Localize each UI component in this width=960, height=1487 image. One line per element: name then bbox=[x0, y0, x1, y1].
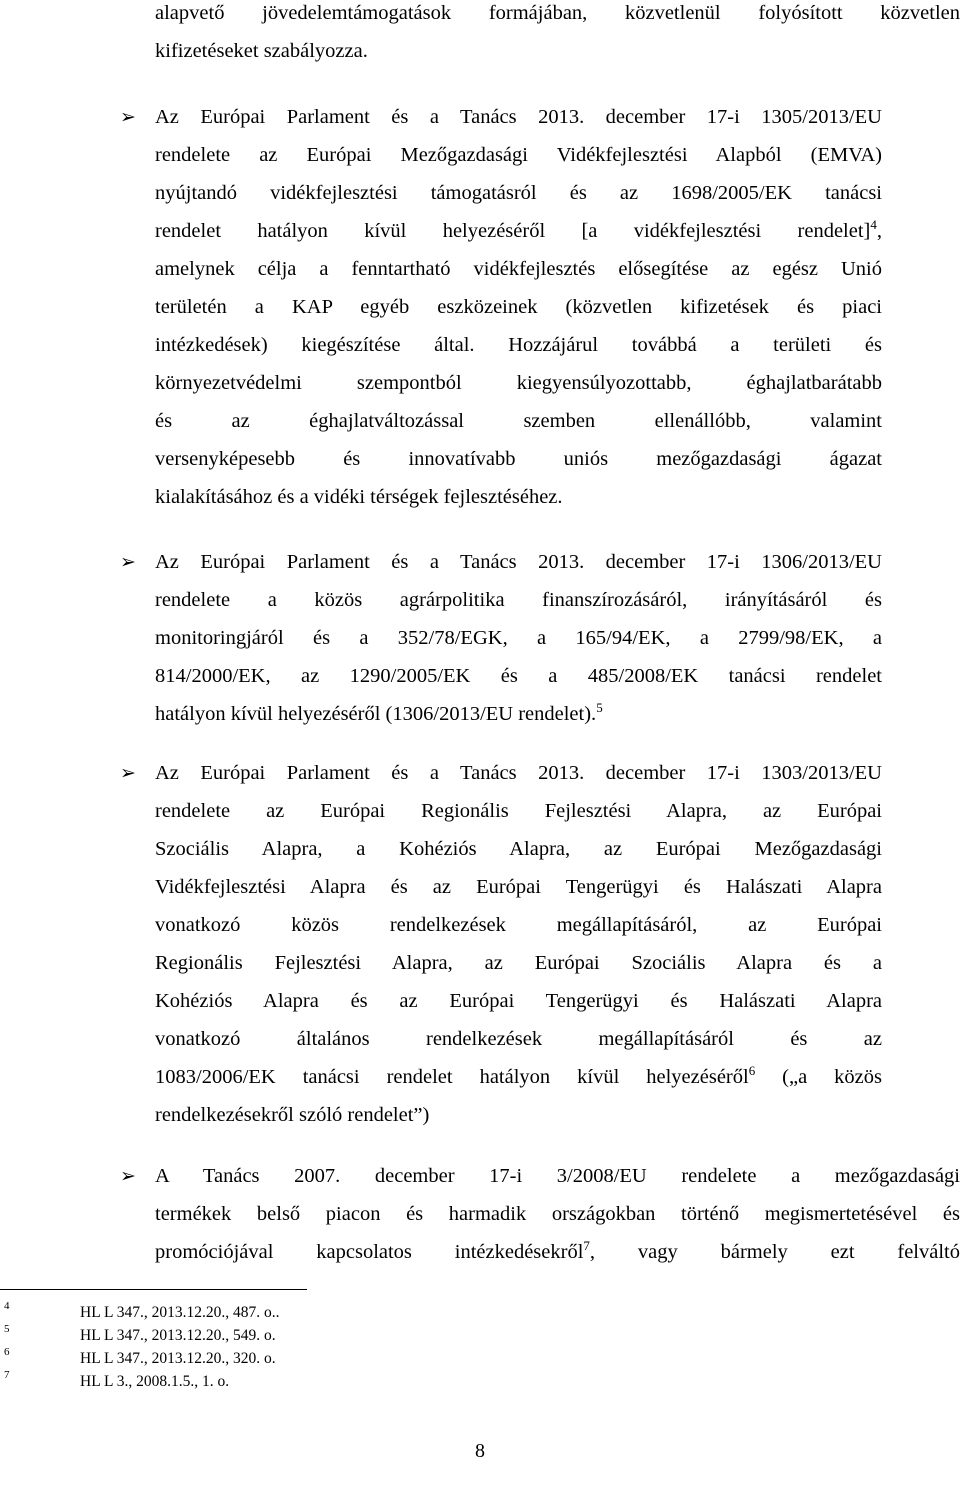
body-text-line: és az éghajlatváltozással szemben ellenállóbb, valamint bbox=[155, 410, 882, 432]
body-text-line: Szociális Alapra, a Kohéziós Alapra, az Európai Mezőgazdasági bbox=[155, 838, 882, 860]
footnote-text: HL L 3., 2008.1.5., 1. o. bbox=[80, 1373, 230, 1390]
body-text-line: Az Európai Parlament és a Tanács 2013. december 17-i 1303/2013/EU bbox=[155, 762, 882, 784]
page-number: 8 bbox=[475, 1440, 485, 1462]
footnote-ref: 7 bbox=[583, 1238, 590, 1254]
body-text-line: Regionális Fejlesztési Alapra, az Európai Szociális Alapra és a bbox=[155, 952, 882, 974]
footnote-number: 6 bbox=[4, 1346, 10, 1358]
body-text-line: versenyképesebb és innovatívabb uniós mezőgazdasági ágazat bbox=[155, 448, 882, 470]
body-text-line: rendelkezésekről szóló rendelet”) bbox=[155, 1104, 430, 1126]
body-text-line: területén a KAP egyéb eszközeinek (közvetlen kifizetések és piaci bbox=[155, 296, 882, 318]
body-text-line: vonatkozó általános rendelkezések megállapításáról és az bbox=[155, 1028, 882, 1050]
footnote-text: HL L 347., 2013.12.20., 487. o.. bbox=[80, 1304, 280, 1321]
footnote-ref: 5 bbox=[596, 700, 603, 716]
footnote-text: HL L 347., 2013.12.20., 549. o. bbox=[80, 1327, 276, 1344]
body-text-line: nyújtandó vidékfejlesztési támogatásról és az 1698/2005/EK tanácsi bbox=[155, 182, 882, 204]
body-text: , bbox=[876, 220, 882, 242]
footnote-separator bbox=[0, 1289, 307, 1290]
body-text-line: alapvető jövedelemtámogatások formájában, közvetlenül folyósított közvetlen bbox=[155, 2, 960, 24]
body-text-line: termékek belső piacon és harmadik országokban történő megismertetésével és bbox=[155, 1203, 960, 1225]
bullet-arrow-icon: ➢ bbox=[120, 1165, 136, 1187]
footnote-ref: 4 bbox=[870, 217, 877, 233]
body-text-line bbox=[155, 1058, 882, 1096]
body-text-line: A Tanács 2007. december 17-i 3/2008/EU rendelete a mezőgazdasági bbox=[155, 1165, 960, 1187]
body-text: rendelet hatályon kívül helyezéséről [a vidékfejlesztési rendelet] bbox=[155, 220, 871, 242]
body-text-line bbox=[155, 1233, 960, 1271]
footnote-number: 7 bbox=[4, 1369, 10, 1381]
body-text: promóciójával kapcsolatos intézkedésekről bbox=[155, 1241, 584, 1263]
body-text-line: Az Európai Parlament és a Tanács 2013. december 17-i 1306/2013/EU bbox=[155, 551, 882, 573]
body-text-line: kialakításához és a vidéki térségek fejlesztéséhez. bbox=[155, 486, 563, 508]
body-text-line: amelynek célja a fenntartható vidékfejlesztés elősegítése az egész Unió bbox=[155, 258, 882, 280]
bullet-arrow-icon: ➢ bbox=[120, 551, 136, 573]
body-text-line: rendelete az Európai Mezőgazdasági Vidékfejlesztési Alapból (EMVA) bbox=[155, 144, 882, 166]
body-text-line: 814/2000/EK, az 1290/2005/EK és a 485/2008/EK tanácsi rendelet bbox=[155, 665, 882, 687]
body-text-line: Az Európai Parlament és a Tanács 2013. december 17-i 1305/2013/EU bbox=[155, 106, 882, 128]
body-text-line: kifizetéseket szabályozza. bbox=[155, 40, 368, 62]
body-text-line bbox=[155, 695, 882, 733]
body-text-line: rendelete a közös agrárpolitika finanszírozásáról, irányításáról és bbox=[155, 589, 882, 611]
footnote-ref: 6 bbox=[748, 1063, 756, 1079]
bullet-arrow-icon: ➢ bbox=[120, 762, 136, 784]
body-text-line: Vidékfejlesztési Alapra és az Európai Tengerügyi és Halászati Alapra bbox=[155, 876, 882, 898]
footnote-number: 4 bbox=[4, 1300, 10, 1312]
body-text-line: környezetvédelmi szempontból kiegyensúlyozottabb, éghajlatbarátabb bbox=[155, 372, 882, 394]
body-text-line: vonatkozó közös rendelkezések megállapításáról, az Európai bbox=[155, 914, 882, 936]
body-text: , vagy bármely ezt felváltó bbox=[589, 1241, 960, 1263]
body-text-line bbox=[155, 212, 882, 250]
body-text: („a közös bbox=[755, 1066, 882, 1088]
body-text-line: monitoringjáról és a 352/78/EGK, a 165/94/EK, a 2799/98/EK, a bbox=[155, 627, 882, 649]
footnote-text: HL L 347., 2013.12.20., 320. o. bbox=[80, 1350, 276, 1367]
bullet-arrow-icon: ➢ bbox=[120, 106, 136, 128]
body-text: 1083/2006/EK tanácsi rendelet hatályon kívül helyezéséről bbox=[155, 1066, 749, 1088]
body-text-line: intézkedések) kiegészítése által. Hozzájárul továbbá a területi és bbox=[155, 334, 882, 356]
body-text: hatályon kívül helyezéséről (1306/2013/EU rendelet). bbox=[155, 703, 597, 725]
body-text-line: Kohéziós Alapra és az Európai Tengerügyi és Halászati Alapra bbox=[155, 990, 882, 1012]
body-text-line: rendelete az Európai Regionális Fejlesztési Alapra, az Európai bbox=[155, 800, 882, 822]
footnote-number: 5 bbox=[4, 1323, 10, 1335]
